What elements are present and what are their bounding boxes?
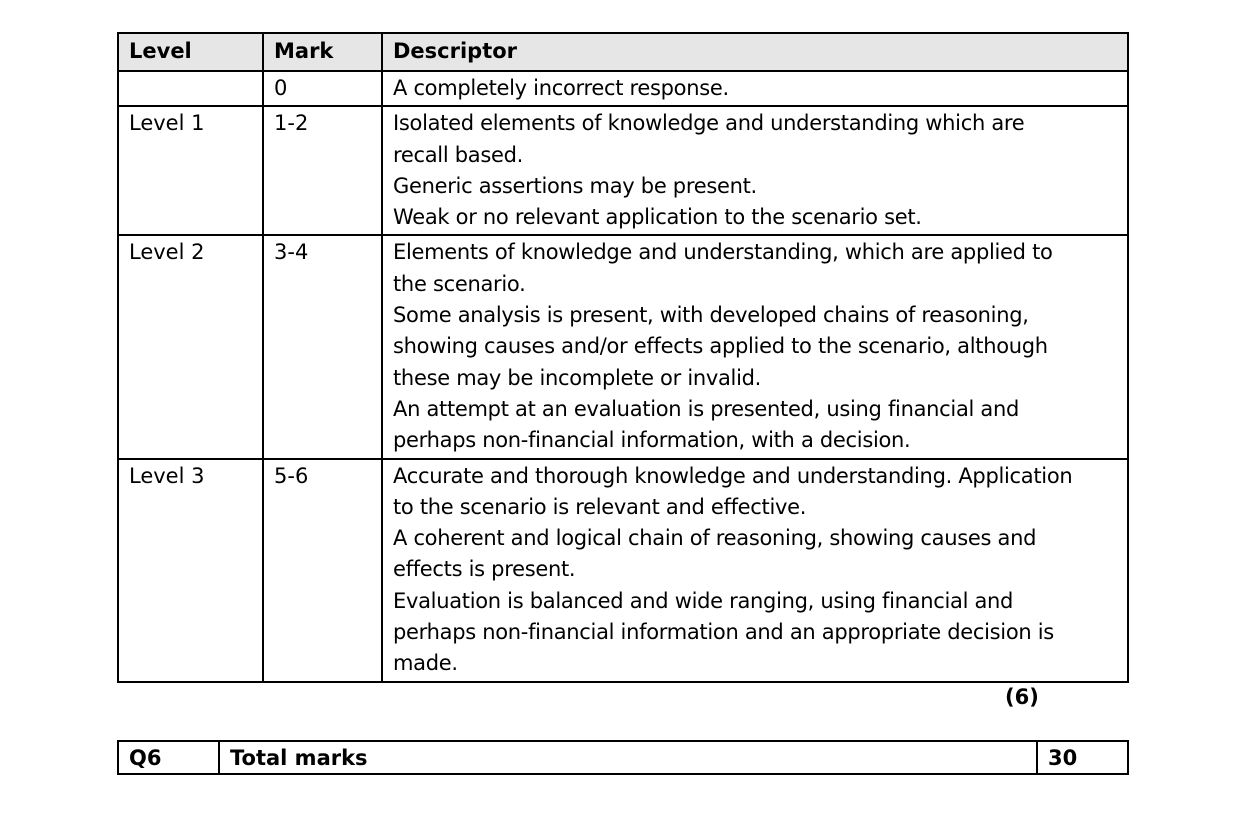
descriptor-cell (382, 459, 1128, 682)
mark-cell: 5-6 (263, 459, 382, 682)
mark-cell: 1-2 (263, 106, 382, 235)
header-level: Level (118, 33, 263, 71)
table-row (118, 106, 1128, 235)
descriptor-cell (382, 71, 1128, 106)
table-row (118, 459, 1128, 682)
descriptor-line: Isolated elements of knowledge and understanding which are (393, 111, 1025, 136)
question-marks-total: (6) (1005, 685, 1039, 709)
header-mark: Mark (263, 33, 382, 71)
mark-cell: 0 (263, 71, 382, 106)
descriptor-cell (382, 106, 1128, 235)
descriptor-line: these may be incomplete or invalid. (393, 365, 762, 390)
total-marks-table (117, 740, 1129, 775)
level-cell: Level 1 (118, 106, 263, 235)
descriptor-line: perhaps non-financial information, with a decision. (393, 428, 911, 453)
mark-cell: 3-4 (263, 235, 382, 458)
levels-mark-scheme-table (117, 32, 1129, 683)
descriptor-line: A completely incorrect response. (393, 76, 729, 100)
descriptor-line: showing causes and/or effects applied to the scenario, although (393, 334, 1048, 359)
table-row (118, 235, 1128, 458)
descriptor-line: Accurate and thorough knowledge and understanding. Application (393, 463, 1073, 488)
table-row (118, 71, 1128, 106)
descriptor-line: recall based. (393, 142, 524, 167)
descriptor-line: made. (393, 651, 458, 676)
descriptor-line: An attempt at an evaluation is presented, using financial and (393, 396, 1020, 421)
question-number: Q6 (118, 741, 219, 774)
descriptor-line: Generic assertions may be present. (393, 173, 757, 198)
descriptor-line: effects is present. (393, 557, 576, 582)
descriptor-line: to the scenario is relevant and effective. (393, 494, 807, 519)
descriptor-line: Weak or no relevant application to the scenario set. (393, 205, 922, 230)
header-descriptor: Descriptor (382, 33, 1128, 71)
total-marks-value: 30 (1037, 741, 1128, 774)
descriptor-line: perhaps non-financial information and an appropriate decision is (393, 620, 1054, 645)
descriptor-line: Elements of knowledge and understanding, which are applied to (393, 240, 1053, 265)
level-cell (118, 71, 263, 106)
descriptor-line: A coherent and logical chain of reasoning, showing causes and (393, 526, 1037, 551)
total-marks-row (118, 741, 1128, 774)
descriptor-cell (382, 235, 1128, 458)
level-cell: Level 3 (118, 459, 263, 682)
descriptor-line: the scenario. (393, 271, 526, 296)
descriptor-line: Some analysis is present, with developed chains of reasoning, (393, 303, 1029, 328)
total-marks-label: Total marks (219, 741, 1037, 774)
table-header-row (118, 33, 1128, 71)
level-cell: Level 2 (118, 235, 263, 458)
descriptor-line: Evaluation is balanced and wide ranging, using financial and (393, 588, 1014, 613)
